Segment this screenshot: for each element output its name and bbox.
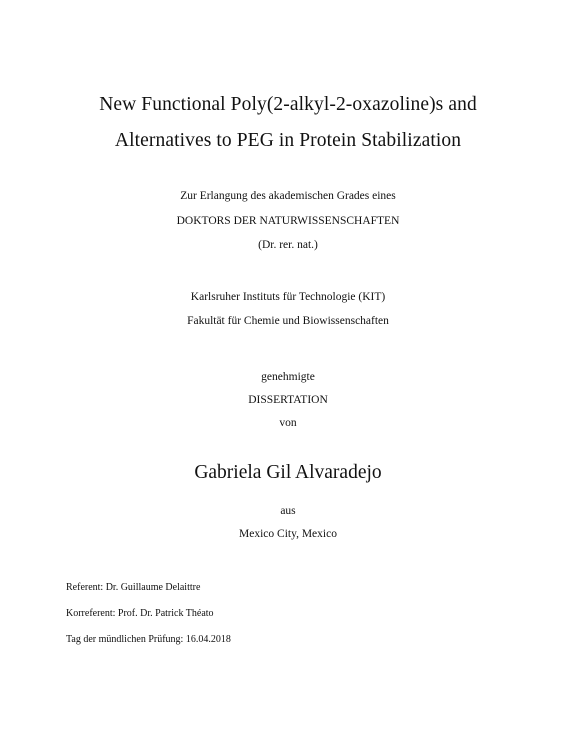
- korreferent-line: Korreferent: Prof. Dr. Patrick Théato: [66, 608, 214, 619]
- approval-line-3: von: [279, 417, 297, 429]
- degree-line-3: (Dr. rer. nat.): [258, 239, 318, 251]
- institution-line-2: Fakultät für Chemie und Biowissenschaften: [187, 315, 389, 327]
- author-name: Gabriela Gil Alvaradejo: [194, 462, 382, 483]
- degree-line-1: Zur Erlangung des akademischen Grades eines: [180, 190, 396, 202]
- thesis-title-line-1: New Functional Poly(2-alkyl-2-oxazoline)s and: [99, 94, 477, 115]
- degree-line-2: DOKTORS DER NATURWISSENSCHAFTEN: [176, 215, 400, 227]
- thesis-title-line-2: Alternatives to PEG in Protein Stabilization: [114, 130, 462, 151]
- approval-line-2: DISSERTATION: [248, 394, 328, 406]
- institution-line-1: Karlsruher Instituts für Technologie (KIT): [190, 291, 386, 303]
- author-aus: aus: [280, 505, 296, 517]
- author-origin: Mexico City, Mexico: [239, 528, 337, 540]
- approval-line-1: genehmigte: [261, 371, 315, 383]
- exam-date-line: Tag der mündlichen Prüfung: 16.04.2018: [66, 634, 231, 645]
- referent-line: Referent: Dr. Guillaume Delaittre: [66, 582, 201, 593]
